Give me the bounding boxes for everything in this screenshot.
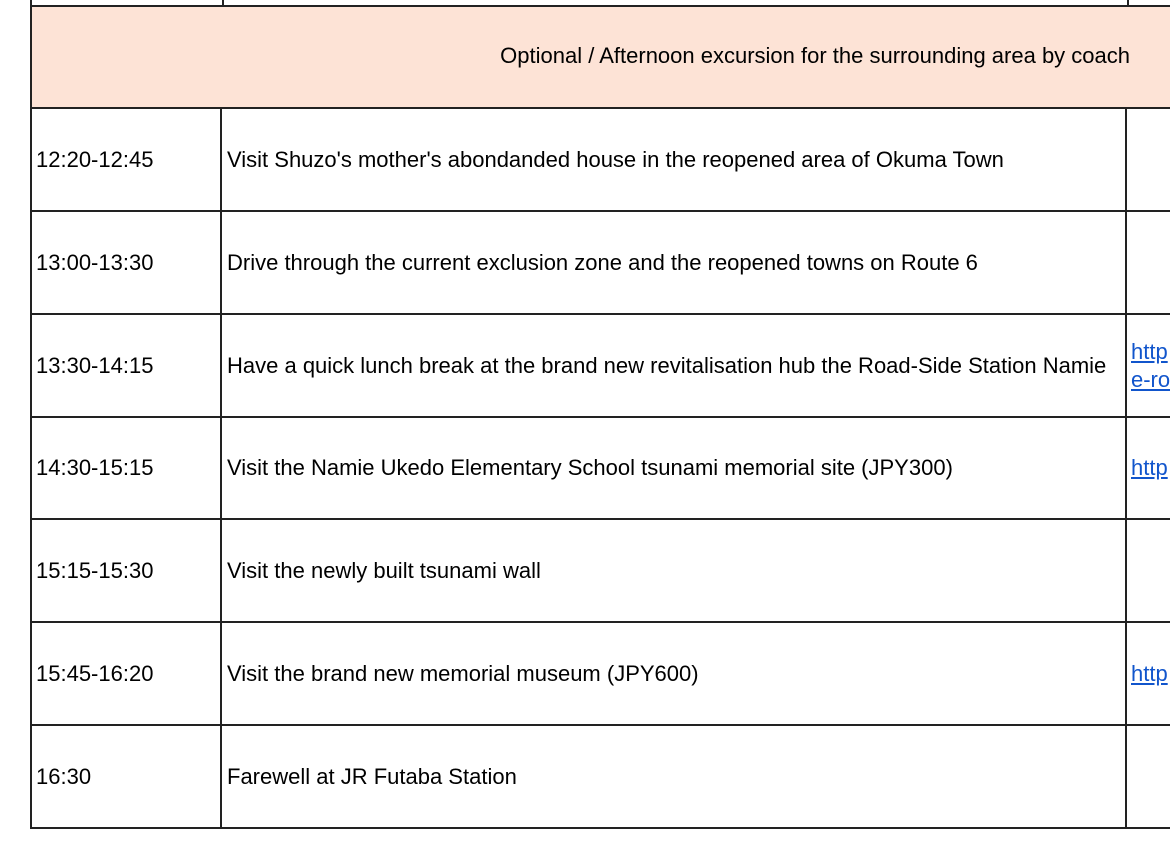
table-row: [30, 212, 1170, 315]
website-link[interactable]: http: [1131, 455, 1168, 480]
description-cell: Visit Shuzo's mother's abondanded house in the reopened area of Okuma Town: [222, 109, 1127, 210]
table-row: [30, 109, 1170, 212]
website-link[interactable]: http: [1131, 338, 1168, 364]
table-row: [30, 726, 1170, 829]
column-divider: [222, 0, 224, 5]
link-cell: [1127, 623, 1170, 724]
link-cell: [1127, 418, 1170, 518]
description-cell: Farewell at JR Futaba Station: [222, 726, 1127, 827]
website-link-continuation[interactable]: e-ro: [1131, 366, 1170, 392]
time-cell: 12:20-12:45: [32, 109, 222, 210]
section-title: Optional / Afternoon excursion for the surrounding area by coach: [500, 42, 1130, 68]
table-row: [30, 418, 1170, 520]
table-row: [30, 520, 1170, 623]
description-cell: Visit the brand new memorial museum (JPY600): [222, 623, 1127, 724]
previous-row-stub: [30, 0, 1170, 7]
description-cell: Visit the Namie Ukedo Elementary School tsunami memorial site (JPY300): [222, 418, 1127, 518]
itinerary-table: [30, 0, 1170, 829]
link-cell: [1127, 109, 1170, 210]
time-cell: 15:45-16:20: [32, 623, 222, 724]
link-cell: [1127, 212, 1170, 313]
column-divider: [1127, 0, 1129, 5]
table-row: [30, 315, 1170, 418]
description-cell: Drive through the current exclusion zone and the reopened towns on Route 6: [222, 212, 1127, 313]
website-link[interactable]: http: [1131, 660, 1168, 686]
time-cell: 14:30-15:15: [32, 418, 222, 518]
time-cell: 13:00-13:30: [32, 212, 222, 313]
description-cell: Have a quick lunch break at the brand new revitalisation hub the Road-Side Station Namie: [222, 315, 1127, 416]
time-cell: 15:15-15:30: [32, 520, 222, 621]
section-header-row: [30, 7, 1170, 109]
description-cell: Visit the newly built tsunami wall: [222, 520, 1127, 621]
table-row: [30, 623, 1170, 726]
link-cell: [1127, 726, 1170, 827]
time-cell: 13:30-14:15: [32, 315, 222, 416]
time-cell: 16:30: [32, 726, 222, 827]
link-cell: [1127, 315, 1170, 416]
link-cell: [1127, 520, 1170, 621]
